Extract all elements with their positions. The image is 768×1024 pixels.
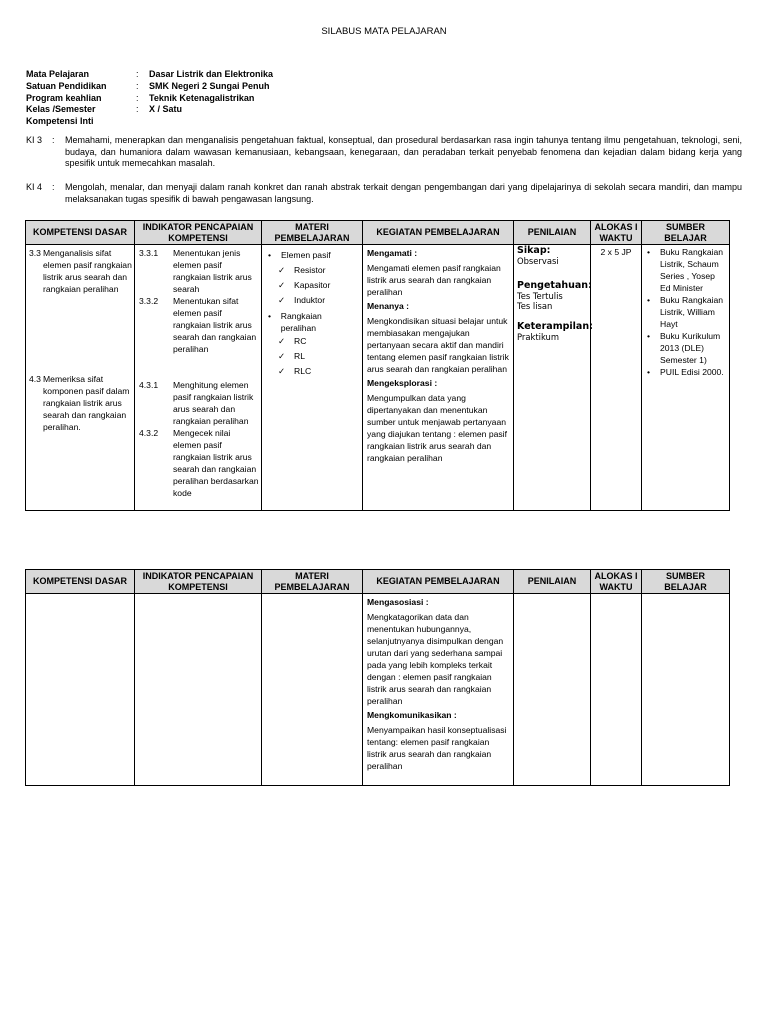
materi-item (268, 263, 358, 278)
penilaian-item: Tes Tertulis (517, 290, 563, 301)
checkmark-icon: ✓ (278, 336, 286, 346)
bullet-icon: • (268, 250, 272, 260)
identity-label: Program keahlian (26, 92, 102, 103)
alokasi-waktu-cell (591, 594, 642, 786)
indikator-item (135, 427, 261, 499)
indikator-number: 3.3.2 (139, 296, 159, 306)
materi-item-label: RLC (294, 366, 312, 376)
identity-label: Satuan Pendidikan (26, 80, 107, 91)
ki-label: KI 3 (26, 135, 43, 145)
materi-item-label: Kapasitor (294, 280, 331, 290)
kegiatan-cell (363, 245, 514, 511)
materi-cell (262, 594, 363, 786)
materi-item (268, 334, 358, 349)
materi-item-label: Resistor (294, 265, 326, 275)
syllabus-table-1 (25, 220, 730, 511)
sumber-belajar-cell (642, 245, 730, 511)
materi-group-label: Rangkaian peralihan (280, 311, 322, 333)
indikator-text: Mengecek nilai elemen pasif rangkaian listrik arus searah dan rangkaian peralihan berdasarkan kode (173, 428, 259, 498)
identity-separator: : (136, 69, 139, 79)
table-row (26, 594, 730, 786)
identity-row-class (26, 104, 273, 116)
alokasi-waktu-cell: 2 x 5 JP (591, 245, 642, 511)
kegiatan-block (363, 594, 513, 772)
header-penilaian: PENILAIAN (514, 570, 591, 594)
checkmark-icon: ✓ (278, 366, 286, 376)
penilaian-item: Observasi (517, 256, 559, 266)
sumber-item (647, 366, 726, 378)
kd-text: Menganalisis sifat elemen pasif rangkaian listrik arus searah dan rangkaian peralihan (43, 248, 132, 294)
indikator-text: Menentukan jenis elemen pasif rangkaian listrik arus searah (173, 248, 252, 294)
kegiatan-heading: Mengamati : (367, 248, 418, 258)
table-header-row (26, 221, 730, 245)
identity-row-program (26, 93, 273, 105)
indikator-number: 3.3.1 (139, 248, 159, 258)
kegiatan-heading: Mengeksplorasi : (367, 378, 438, 388)
sumber-text: PUIL Edisi 2000. (660, 367, 724, 377)
materi-item (268, 364, 358, 379)
penilaian-heading: Sikap: (517, 245, 551, 256)
header-alokasi-waktu: ALOKAS I WAKTU (591, 221, 642, 245)
sumber-text: Buku Rangkaian Listrik, Schaum Series , Yosep Ed Minister (660, 247, 724, 293)
header-alokasi-waktu: ALOKAS I WAKTU (591, 570, 642, 594)
identity-separator: : (136, 80, 139, 91)
penilaian-cell (514, 594, 591, 786)
penilaian-heading: Keterampilan: (517, 320, 593, 332)
checkmark-icon: ✓ (278, 265, 286, 275)
bullet-icon: • (647, 367, 651, 377)
ki-text: Memahami, menerapkan dan menganalisis pengetahuan faktual, konseptual, dan prosedural berdasarkan rasa ingin tahunya tentang ilmu pengetahuan, teknologi, seni, budaya, dan humaniora dalam wawasan kemanusiaan, kebangsaan, kenegaraan, dan peradaban terkait penyebab fenomena dan kejadian dalam bidang kerja yang spesifik untuk memecahkan masalah. (65, 135, 742, 169)
kegiatan-heading: Menanya : (367, 301, 410, 311)
bullet-icon: • (647, 331, 651, 341)
indikator-number: 4.3.2 (139, 428, 159, 438)
kegiatan-heading: Mengkomunikasikan : (367, 710, 457, 720)
materi-group-label: Elemen pasif (281, 250, 331, 260)
indikator-text: Menghitung elemen pasif rangkaian listrik arus searah dan rangkaian peralihan (173, 380, 254, 426)
header-sumber-belajar: SUMBER BELAJAR (642, 570, 730, 594)
document-title: SILABUS MATA PELAJARAN (321, 26, 447, 37)
header-kegiatan: KEGIATAN PEMBELAJARAN (363, 570, 514, 594)
ki-separator: : (52, 135, 55, 145)
bullet-icon: • (647, 247, 651, 257)
syllabus-table-2 (25, 569, 730, 786)
sumber-item (647, 294, 726, 330)
checkmark-icon: ✓ (278, 295, 286, 305)
indikator-item (135, 295, 261, 355)
indikator-number: 4.3.1 (139, 380, 159, 390)
header-indikator: INDIKATOR PENCAPAIAN KOMPETENSI (135, 221, 262, 245)
kegiatan-text: Mengumpulkan data yang dipertanyakan dan menentukan sumber untuk menjawab pertanyaan yang diajukan tentang : elemen pasif rangkaian listrik arus searah dan rangkaian peralihan (367, 393, 507, 463)
ki-3 (26, 135, 742, 170)
kompetensi-dasar-cell (26, 245, 135, 511)
indikator-text: Menentukan sifat elemen pasif rangkaian listrik arus searah dan rangkaian peralihan (173, 296, 257, 354)
materi-group (268, 310, 358, 334)
sumber-belajar-cell (642, 594, 730, 786)
ki-text: Mengolah, menalar, dan menyaji dalam ranah konkret dan ranah abstrak terkait dengan pengembangan dari yang dipelajarinya di sekolah secara mandiri, dan mampu melaksanakan tugas spesifik di bawah pengawasan langsung. (65, 182, 742, 204)
header-indikator: INDIKATOR PENCAPAIAN KOMPETENSI (135, 570, 262, 594)
ki-4 (26, 182, 742, 205)
indikator-cell (135, 245, 262, 511)
header-materi: MATERI PEMBELAJARAN (262, 570, 363, 594)
checkmark-icon: ✓ (278, 351, 286, 361)
materi-item (268, 278, 358, 293)
identity-value: SMK Negeri 2 Sungai Penuh (149, 80, 270, 91)
materi-item (268, 293, 358, 308)
materi-item-label: RC (294, 336, 307, 346)
sumber-text: Buku Rangkaian Listrik, William Hayt (660, 295, 724, 329)
kegiatan-text: Mengamati elemen pasif rangkaian listrik arus searah dan rangkaian peralihan (367, 263, 501, 297)
indikator-cell (135, 594, 262, 786)
identity-row-subject (26, 69, 273, 81)
identity-separator: : (136, 92, 139, 103)
identity-value: Teknik Ketenagalistrikan (149, 92, 255, 103)
penilaian-item: Tes lisan (517, 301, 553, 311)
kd-number: 4.3 (29, 374, 41, 384)
table-header-row (26, 570, 730, 594)
kegiatan-text: Mengkatagorikan data dan menentukan hubungannya, selanjutnyanya disimpulkan dengan urutan dari yang sederhana sampai pada yang lebih kompleks terkait dengan : elemen pasif rangkaian listrik arus searah dan rangkaian peralihan (367, 612, 504, 706)
penilaian-heading: Pengetahuan: (517, 279, 592, 291)
identity-label: Mata Pelajaran (26, 69, 90, 79)
bullet-icon: • (268, 311, 272, 321)
header-penilaian: PENILAIAN (514, 221, 591, 245)
kd-item (26, 371, 134, 433)
sumber-item (647, 246, 726, 294)
materi-list (262, 245, 362, 379)
identity-separator: : (136, 104, 139, 115)
header-kompetensi-dasar: KOMPETENSI DASAR (26, 221, 135, 245)
identity-label: Kelas /Semester (26, 104, 96, 115)
materi-cell (262, 245, 363, 511)
sumber-item (647, 330, 726, 366)
penilaian-block (514, 245, 593, 343)
kegiatan-text: Mengkondisikan situasi belajar untuk membiasakan mengajukan pertanyaan secara aktif dan mandiri tentang elemen pasif rangkaian listrik arus searah dan rangkaian peralihan (367, 316, 509, 374)
bullet-icon: • (647, 295, 651, 305)
header-kegiatan: KEGIATAN PEMBELAJARAN (363, 221, 514, 245)
table-row (26, 245, 730, 511)
materi-item-label: Induktor (294, 295, 326, 305)
header-sumber-belajar: SUMBER BELAJAR (642, 221, 730, 245)
kd-text: Memeriksa sifat komponen pasif dalam rangkaian listrik arus searah dan rangkaian peralihan. (43, 374, 130, 432)
materi-item (268, 349, 358, 364)
kompetensi-dasar-cell (26, 594, 135, 786)
identity-row-core-competence (26, 116, 273, 128)
kegiatan-text: Menyampaikan hasil konseptualisasi tentang: elemen pasif rangkaian listrik arus searah dan rangkaian peralihan (367, 725, 507, 771)
identity-block (26, 69, 273, 128)
identity-row-school (26, 81, 273, 93)
header-kompetensi-dasar: KOMPETENSI DASAR (26, 570, 135, 594)
penilaian-cell (514, 245, 591, 511)
ki-separator: : (52, 182, 55, 192)
indikator-item (135, 379, 261, 427)
ki-label: KI 4 (26, 182, 43, 192)
kd-number: 3.3 (29, 248, 41, 258)
materi-group (268, 248, 358, 263)
sumber-list (642, 245, 729, 378)
header-materi: MATERI PEMBELAJARAN (262, 221, 363, 245)
materi-item-label: RL (294, 351, 305, 361)
kegiatan-heading: Mengasosiasi : (367, 597, 429, 607)
checkmark-icon: ✓ (278, 280, 286, 290)
indikator-item (135, 247, 261, 295)
kegiatan-block (363, 245, 513, 464)
identity-separator (136, 116, 149, 128)
identity-label: Kompetensi Inti (26, 116, 94, 127)
kd-item (26, 245, 134, 295)
identity-value: Dasar Listrik dan Elektronika (149, 69, 274, 79)
sumber-text: Buku Kurikulum 2013 (DLE) Semester 1) (660, 331, 721, 365)
kegiatan-cell (363, 594, 514, 786)
identity-value: X / Satu (149, 104, 183, 115)
penilaian-item: Praktikum (517, 331, 559, 342)
